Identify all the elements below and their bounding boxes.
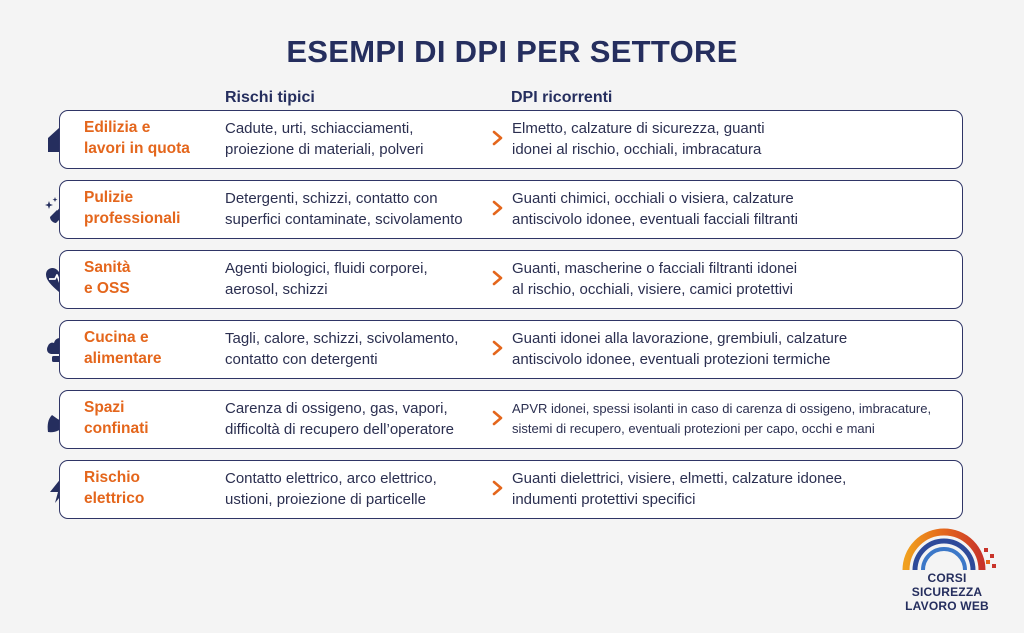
column-header-risks: Rischi tipici xyxy=(225,89,315,106)
dpi-text: Guanti, mascherine o facciali filtranti idonei al rischio, occhiali, visiere, camici protettivi xyxy=(512,260,798,298)
sector-label: Cucina e alimentare xyxy=(84,329,162,367)
sector-row-rischio-elettrico xyxy=(59,460,963,519)
chevron-right-icon xyxy=(490,478,506,498)
chevron-right-icon xyxy=(490,128,506,148)
sector-row-pulizie xyxy=(59,180,963,239)
page-title: ESEMPI DI DPI PER SETTORE xyxy=(286,34,738,69)
logo-text: CORSI SICUREZZA LAVORO WEB xyxy=(905,571,989,613)
chevron-right-icon xyxy=(490,338,506,358)
risks-text: Tagli, calore, schizzi, scivolamento, contatto con detergenti xyxy=(225,330,459,368)
sector-label: Sanità e OSS xyxy=(84,259,131,297)
sector-label: Rischio elettrico xyxy=(84,469,145,507)
risks-text: Cadute, urti, schiacciamenti, proiezione di materiali, polveri xyxy=(225,120,424,158)
dpi-text: Guanti idonei alla lavorazione, grembiuli, calzature antiscivolo idonee, eventuali protezioni termiche xyxy=(512,330,848,368)
chevron-right-icon xyxy=(490,268,506,288)
sector-row-sanita xyxy=(59,250,963,309)
dpi-text: APVR idonei, spessi isolanti in caso di carenza di ossigeno, imbracature, sistemi di recupero, eventuali protezioni per capo, occhi e mani xyxy=(512,401,932,436)
sector-row-cucina xyxy=(59,320,963,379)
dpi-text: Guanti chimici, occhiali o visiera, calzature antiscivolo idonee, eventuali facciali filtranti xyxy=(512,190,798,228)
column-header-dpi: DPI ricorrenti xyxy=(511,89,613,106)
sector-label: Edilizia e lavori in quota xyxy=(84,119,190,157)
sector-label: Spazi confinati xyxy=(84,399,149,437)
chevron-right-icon xyxy=(490,408,506,428)
dpi-text: Guanti dielettrici, visiere, elmetti, calzature idonee, indumenti protettivi specifici xyxy=(512,470,847,508)
sector-row-spazi-confinati xyxy=(59,390,963,449)
dpi-text: Elmetto, calzature di sicurezza, guanti idonei al rischio, occhiali, imbracatura xyxy=(512,120,765,158)
chevron-right-icon xyxy=(490,198,506,218)
risks-text: Carenza di ossigeno, gas, vapori, difficoltà di recupero dell’operatore xyxy=(225,400,455,438)
sector-row-edilizia xyxy=(59,110,963,169)
risks-text: Contatto elettrico, arco elettrico, ustioni, proiezione di particelle xyxy=(225,470,437,508)
risks-text: Agenti biologici, fluidi corporei, aerosol, schizzi xyxy=(225,260,428,298)
risks-text: Detergenti, schizzi, contatto con superfici contaminate, scivolamento xyxy=(225,190,463,228)
sector-label: Pulizie professionali xyxy=(84,189,181,227)
